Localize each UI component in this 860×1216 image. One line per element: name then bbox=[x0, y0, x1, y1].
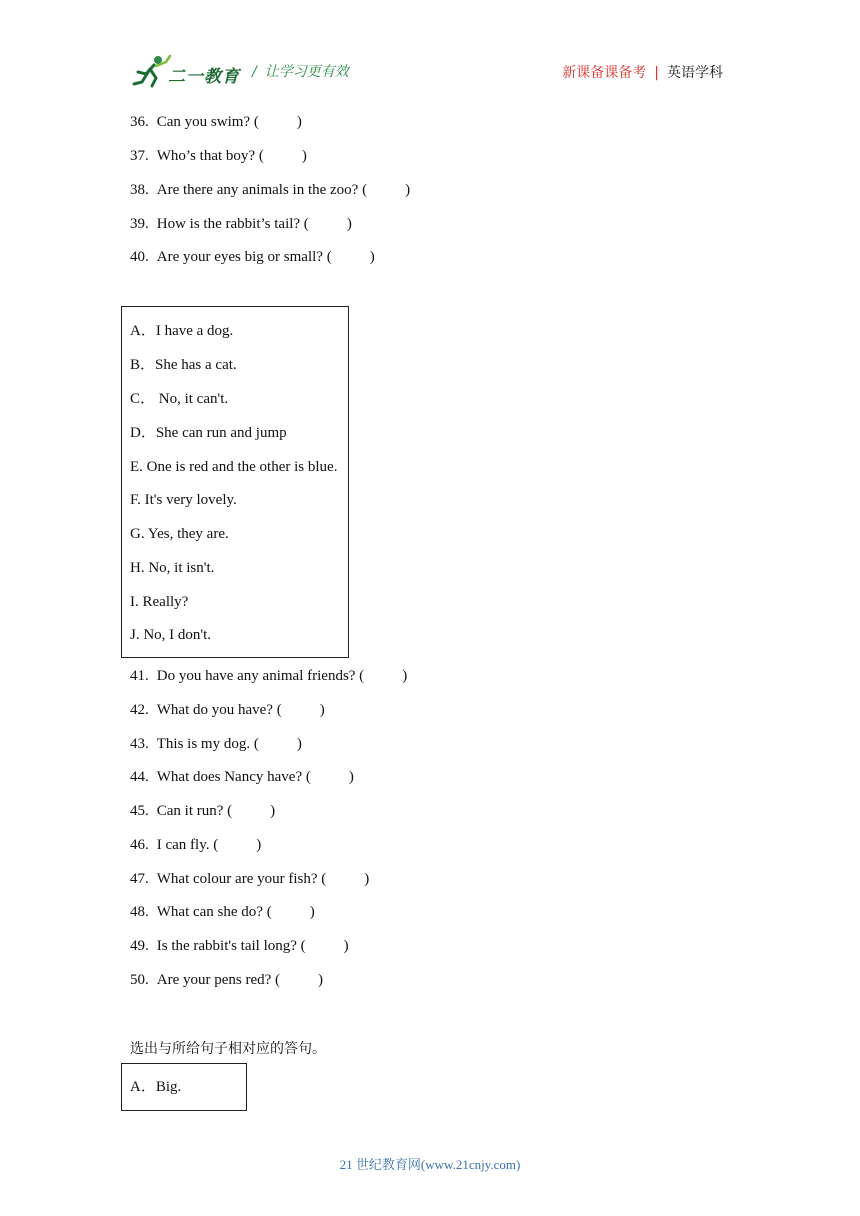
question-number: 38. bbox=[130, 182, 149, 198]
question-text: How is the rabbit’s tail? ( bbox=[156, 216, 309, 232]
logo-text: 二一教育 bbox=[168, 67, 240, 87]
option-item: A．I have a dog. bbox=[130, 323, 234, 339]
question-text: Can it run? ( bbox=[156, 803, 233, 819]
question-text: Do you have any animal friends? ( bbox=[156, 668, 365, 684]
slogan: / 让学习更有效 bbox=[252, 64, 349, 80]
options-box bbox=[121, 306, 349, 658]
page-header bbox=[0, 0, 860, 100]
question-number: 44. bbox=[130, 769, 149, 785]
paren-close: ) bbox=[270, 803, 276, 819]
paren-close: ) bbox=[309, 904, 315, 920]
question-item bbox=[130, 768, 354, 786]
question-item bbox=[130, 701, 325, 719]
option-item: D．She can run and jump bbox=[130, 425, 287, 441]
page-footer[interactable]: 21 世纪教育网(www.21cnjy.com) bbox=[339, 1157, 521, 1172]
option-item: C． No, it can't. bbox=[130, 391, 229, 407]
question-text: What can she do? ( bbox=[156, 904, 272, 920]
paren-close: ) bbox=[318, 972, 324, 988]
paren-close: ) bbox=[301, 148, 307, 164]
logo bbox=[132, 54, 244, 88]
question-number: 37. bbox=[130, 148, 149, 164]
option-item: I. Really? bbox=[130, 594, 189, 610]
paren-close: ) bbox=[346, 216, 352, 232]
options-box-2 bbox=[121, 1063, 247, 1111]
question-text: This is my dog. ( bbox=[156, 736, 259, 752]
question-number: 46. bbox=[130, 837, 149, 853]
paren-close: ) bbox=[405, 182, 411, 198]
option-item: F. It's very lovely. bbox=[130, 492, 237, 508]
question-number: 41. bbox=[130, 668, 149, 684]
question-item bbox=[130, 147, 307, 165]
question-item bbox=[130, 903, 315, 921]
option-item: B．She has a cat. bbox=[130, 357, 237, 373]
question-item bbox=[130, 735, 302, 753]
header-tagline: 新课备课备考 bbox=[562, 65, 647, 81]
option-item: G. Yes, they are. bbox=[130, 526, 229, 542]
question-item bbox=[130, 937, 349, 955]
header-divider: | bbox=[654, 65, 659, 81]
paren-close: ) bbox=[256, 837, 262, 853]
paren-close: ) bbox=[296, 114, 302, 130]
question-item bbox=[130, 870, 369, 888]
header-subject-label: 英语学科 bbox=[667, 65, 723, 81]
question-number: 40. bbox=[130, 249, 149, 265]
option-item: H. No, it isn't. bbox=[130, 560, 215, 576]
question-item bbox=[130, 667, 407, 685]
question-item bbox=[130, 248, 375, 266]
paren-close: ) bbox=[402, 668, 408, 684]
paren-close: ) bbox=[296, 736, 302, 752]
option-item: E. One is red and the other is blue. bbox=[130, 459, 338, 475]
slogan-text: 让学习更有效 bbox=[264, 64, 349, 80]
question-text: Is the rabbit's tail long? ( bbox=[156, 938, 306, 954]
paren-close: ) bbox=[364, 871, 370, 887]
question-item bbox=[130, 181, 410, 199]
question-item bbox=[130, 971, 323, 989]
question-text: What colour are your fish? ( bbox=[156, 871, 327, 887]
question-number: 49. bbox=[130, 938, 149, 954]
paren-close: ) bbox=[319, 702, 325, 718]
question-number: 43. bbox=[130, 736, 149, 752]
paren-close: ) bbox=[343, 938, 349, 954]
question-text: I can fly. ( bbox=[156, 837, 219, 853]
question-number: 45. bbox=[130, 803, 149, 819]
section-instruction: 选出与所给句子相对应的答句。 bbox=[130, 1041, 326, 1057]
question-text: Are there any animals in the zoo? ( bbox=[156, 182, 368, 198]
option-item: A．Big. bbox=[130, 1079, 182, 1095]
question-item bbox=[130, 215, 352, 233]
question-number: 39. bbox=[130, 216, 149, 232]
question-text: What does Nancy have? ( bbox=[156, 769, 311, 785]
paren-close: ) bbox=[348, 769, 354, 785]
question-text: Are your eyes big or small? ( bbox=[156, 249, 332, 265]
question-number: 42. bbox=[130, 702, 149, 718]
question-number: 50. bbox=[130, 972, 149, 988]
question-number: 48. bbox=[130, 904, 149, 920]
question-item bbox=[130, 836, 261, 854]
header-subject bbox=[562, 62, 723, 82]
question-text: Can you swim? ( bbox=[156, 114, 259, 130]
question-text: What do you have? ( bbox=[156, 702, 282, 718]
question-text: Who’s that boy? ( bbox=[156, 148, 264, 164]
paren-close: ) bbox=[369, 249, 375, 265]
runner-logo-icon bbox=[132, 54, 172, 88]
question-item bbox=[130, 802, 275, 820]
question-text: Are your pens red? ( bbox=[156, 972, 281, 988]
option-item: J. No, I don't. bbox=[130, 627, 212, 643]
question-number: 47. bbox=[130, 871, 149, 887]
question-item bbox=[130, 113, 302, 131]
question-number: 36. bbox=[130, 114, 149, 130]
